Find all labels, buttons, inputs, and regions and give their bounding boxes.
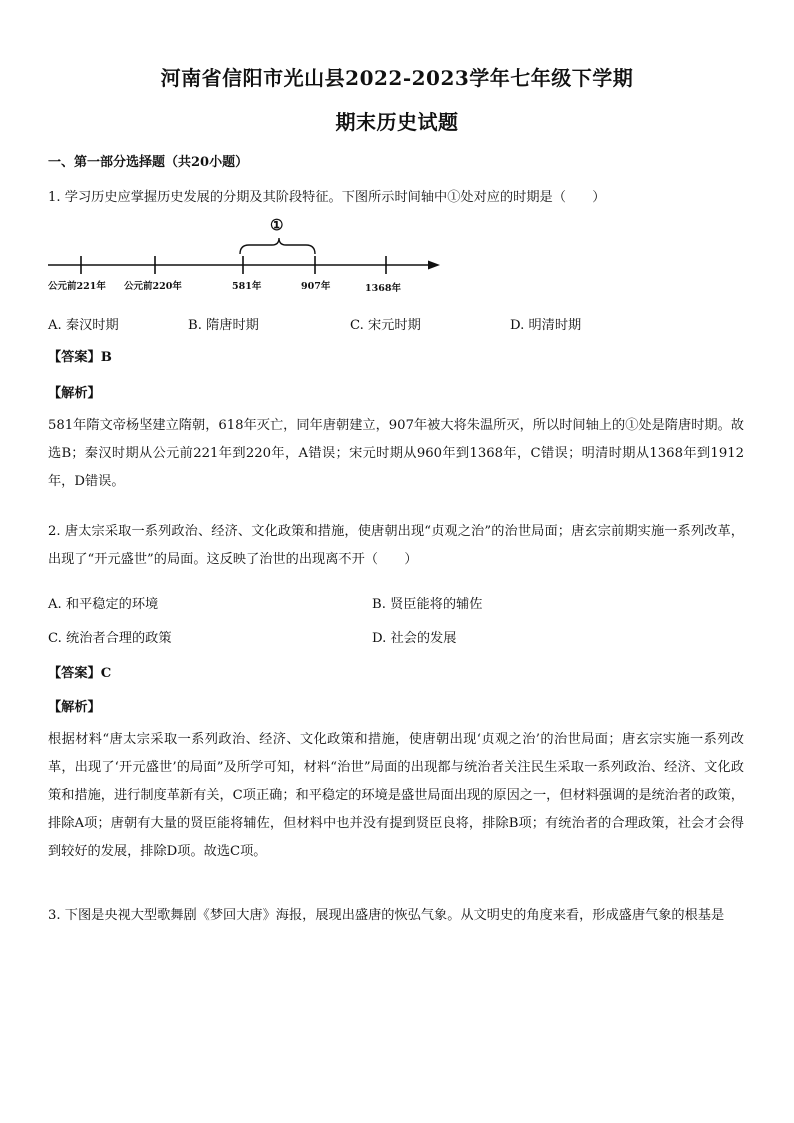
timeline-arrow bbox=[428, 261, 440, 270]
q1-analysis: 581年隋文帝杨坚建立隋朝，618年灭亡，同年唐朝建立，907年被大将朱温所灭，所以时间轴上的①处是隋唐时期。故选B；秦汉时期从公元前221年到220年，A错误；宋元时期从960年到1368年，C错误；明清时期从1368年到1912年，D错误。 bbox=[48, 418, 744, 489]
timeline-brace bbox=[240, 238, 315, 254]
timeline-label-907: 907年 bbox=[301, 281, 331, 292]
q1-option-b: B. 隋唐时期 bbox=[188, 318, 259, 333]
q1-stem: 1. 学习历史应掌握历史发展的分期及其阶段特征。下图所示时间轴中①处对应的时期是（ ） bbox=[48, 190, 606, 205]
timeline-label-581: 581年 bbox=[232, 281, 262, 292]
q1-option-d: D. 明清时期 bbox=[510, 318, 582, 333]
timeline-label-221bc: 公元前221年 bbox=[48, 281, 106, 292]
timeline-marker-1: ① bbox=[270, 216, 284, 234]
q3-stem: 3. 下图是央视大型歌舞剧《梦回大唐》海报，展现出盛唐的恢弘气象。从文明史的角度来看，形成盛唐气象的根基是 bbox=[48, 908, 725, 923]
q2-option-a: A. 和平稳定的环境 bbox=[48, 597, 159, 612]
q2-analysis-label: 【解析】 bbox=[48, 700, 101, 715]
document-title-line2: 期末历史试题 bbox=[335, 110, 459, 134]
timeline-diagram bbox=[40, 212, 460, 296]
q2-option-b: B. 贤臣能将的辅佐 bbox=[372, 597, 483, 612]
q1-option-c: C. 宋元时期 bbox=[350, 318, 421, 333]
q2-option-c: C. 统治者合理的政策 bbox=[48, 631, 172, 646]
q2-analysis: 根据材料“唐太宗采取一系列政治、经济、文化政策和措施，使唐朝出现‘贞观之治’的治世局面；唐玄宗实施一系列改革，出现了‘开元盛世’的局面”及所学可知，材料“治世”局面的出现都与统治者关注民生采取一系列政治、经济、文化政策和措施，进行制度革新有关，C项正确；和平稳定的环境是盛世局面出现的原因之一，但材料强调的是统治者的政策，排除A项；唐朝有大量的贤臣能将辅佐，但材料中也并没有提到贤臣良将，排除B项；有统治者的合理政策，社会才会得到较好的发展，排除D项。故选C项。 bbox=[48, 732, 744, 859]
timeline-label-1368: 1368年 bbox=[365, 283, 401, 294]
section-heading: 一、第一部分选择题（共20小题） bbox=[48, 155, 249, 170]
q1-option-a: A. 秦汉时期 bbox=[48, 318, 119, 333]
document-title-line1: 河南省信阳市光山县2022-2023学年七年级下学期 bbox=[160, 66, 634, 90]
q1-answer: 【答案】B bbox=[48, 350, 112, 365]
q2-stem: 2. 唐太宗采取一系列政治、经济、文化政策和措施，使唐朝出现“贞观之治”的治世局面；唐玄宗前期实施一系列改革，出现了“开元盛世”的局面。这反映了治世的出现离不开（ ） bbox=[48, 524, 744, 567]
timeline-label-220bc: 公元前220年 bbox=[124, 281, 182, 292]
q2-option-d: D. 社会的发展 bbox=[372, 631, 457, 646]
q1-analysis-label: 【解析】 bbox=[48, 386, 101, 401]
q2-answer: 【答案】C bbox=[48, 666, 112, 681]
